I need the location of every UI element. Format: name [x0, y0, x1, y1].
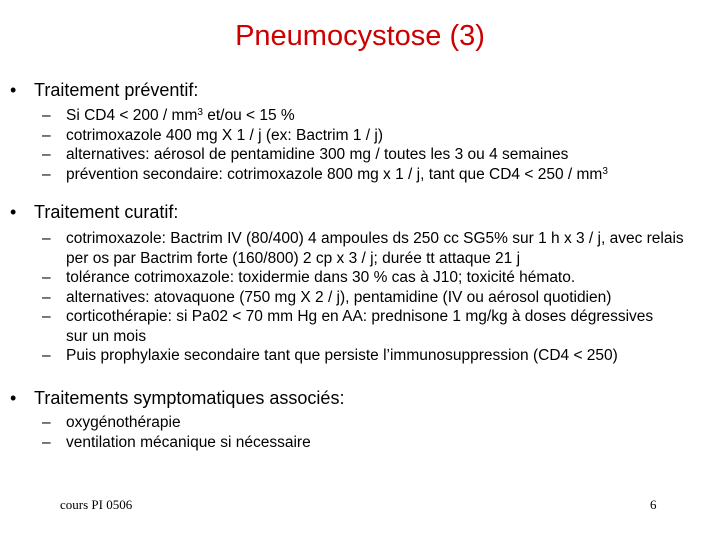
list-item: – ventilation mécanique si nécessaire	[42, 433, 311, 451]
list-item: – cotrimoxazole: Bactrim IV (80/400) 4 ampoules ds 250 cc SG5% sur 1 h x 3 / j, avec relais per os par Bactrim forte (160/800) 2 cp x 3 / j; durée tt attaque 21 j	[42, 230, 684, 267]
section-heading-text: Traitements symptomatiques associés:	[34, 388, 345, 408]
section-heading-preventif	[10, 80, 198, 101]
dash-icon: –	[42, 308, 51, 325]
dash-icon: –	[42, 230, 51, 247]
dash-icon: –	[42, 165, 51, 183]
slide-title: Pneumocystose (3)	[235, 20, 485, 52]
section-list-preventif	[42, 106, 712, 184]
list-item: – alternatives: aérosol de pentamidine 300 mg / toutes les 3 ou 4 semaines	[42, 146, 569, 163]
list-item: – oxygénothérapie	[42, 414, 181, 431]
section-heading-curatif	[10, 202, 178, 223]
section-list-symptomatiques	[42, 413, 707, 452]
list-item: – cotrimoxazole 400 mg X 1 / j (ex: Bactrim 1 / j)	[42, 126, 383, 144]
dash-icon: –	[42, 414, 51, 431]
section-list-curatif	[42, 229, 707, 366]
dash-icon: –	[42, 347, 51, 364]
bullet-icon: •	[10, 80, 17, 100]
dash-icon: –	[42, 433, 51, 451]
list-item: – alternatives: atovaquone (750 mg X 2 / j), pentamidine (IV ou aérosol quotidien)	[42, 288, 612, 306]
list-item: – Puis prophylaxie secondaire tant que persiste l’immunosuppression (CD4 < 250)	[42, 347, 618, 364]
list-item: – prévention secondaire: cotrimoxazole 800 mg x 1 / j, tant que $CD4 < 250 / mm^3$	[42, 165, 608, 183]
bullet-icon: •	[10, 202, 17, 222]
page-number: 6	[650, 497, 657, 512]
section-heading-text: Traitement préventif:	[34, 80, 199, 100]
dash-icon: –	[42, 126, 51, 144]
list-item: – corticothérapie: si Pa02 < 70 mm Hg en AA: prednisone 1 mg/kg à doses dégressives sur un mois	[42, 308, 654, 345]
list-item: – tolérance cotrimoxazole: toxidermie dans 30 % cas à J10; toxicité hémato.	[42, 269, 576, 286]
footer-course-label: cours PI 0506	[60, 497, 133, 512]
bullet-icon: •	[10, 388, 17, 408]
list-item: – Si $CD4 < 200 / mm^3$ et/ou < 15 %	[42, 107, 295, 124]
section-heading-symptomatiques	[10, 388, 344, 409]
dash-icon: –	[42, 146, 51, 163]
section-heading-text: Traitement curatif:	[34, 202, 179, 222]
dash-icon: –	[42, 269, 51, 286]
dash-icon: –	[42, 107, 51, 124]
dash-icon: –	[42, 288, 51, 306]
